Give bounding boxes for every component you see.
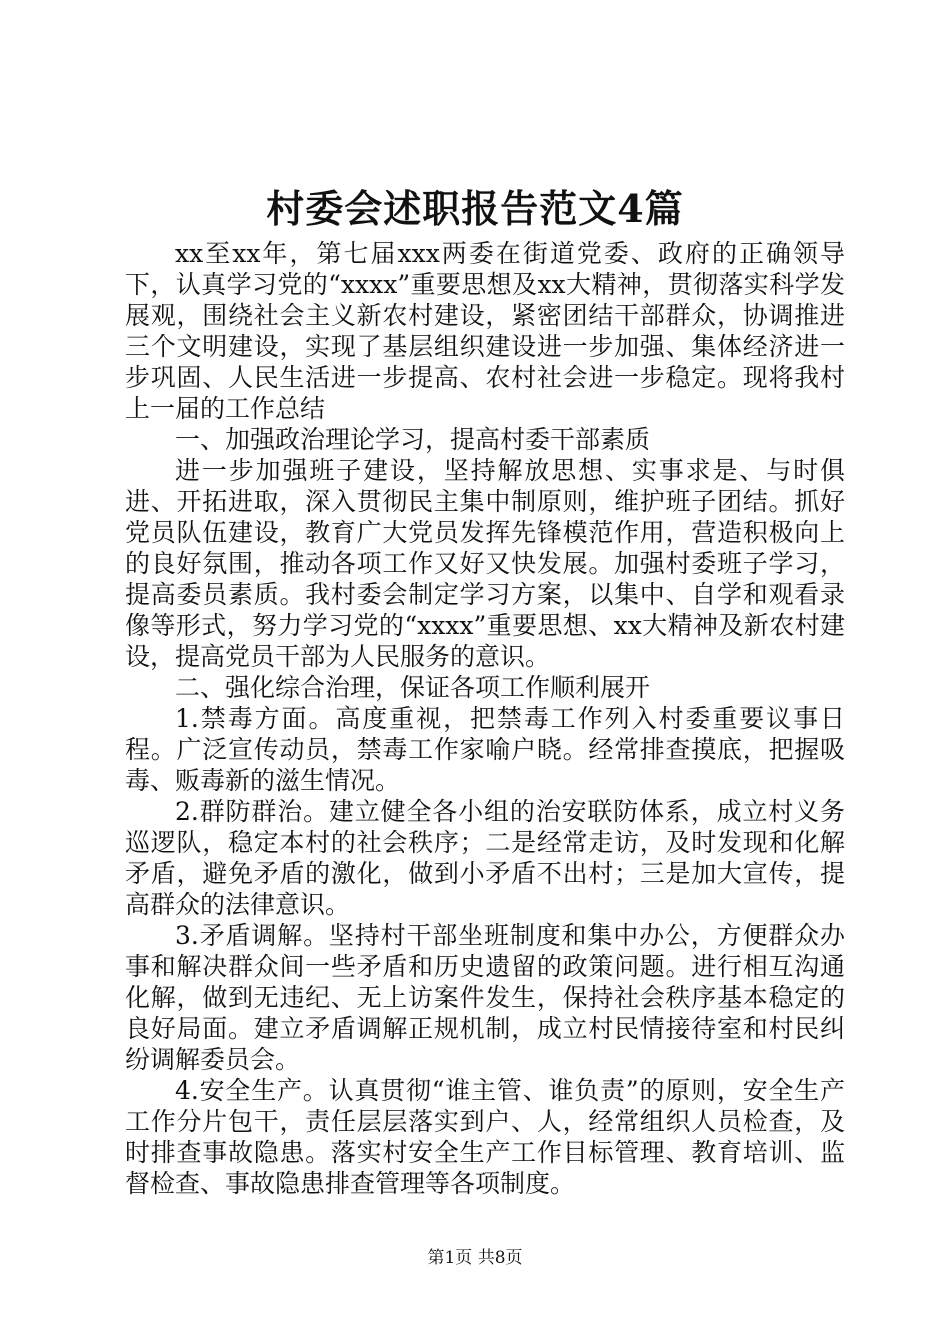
document-body	[125, 238, 845, 1199]
paragraph-intro: xx至xx年，第七届xxx两委在街道党委、政府的正确领导下，认真学习党的“xxxx”重要思想及xx大精神，贯彻落实科学发展观，围绕社会主义新农村建设，紧密团结干部群众，协调推进三个文明建设，实现了基层组织建设进一步加强、集体经济进一步巩固、人民生活进一步提高、农村社会进一步稳定。现将我村上一届的工作总结	[125, 239, 845, 423]
section-heading-1: 一、加强政治理论学习，提高村委干部素质	[175, 425, 651, 454]
page-number-footer: 第1页 共8页	[427, 1248, 523, 1268]
paragraph-item-3: 3.矛盾调解。坚持村干部坐班制度和集中办公，方便群众办事和解决群众间一些矛盾和历史遗留的政策问题。进行相互沟通化解，做到无违纪、无上访案件发生，保持社会秩序基本稳定的良好局面。建立矛盾调解正规机制，成立村民情接待室和村民纠纷调解委员会。	[125, 921, 845, 1074]
paragraph-item-1: 1.禁毒方面。高度重视，把禁毒工作列入村委重要议事日程。广泛宣传动员，禁毒工作家喻户晓。经常排查摸底，把握吸毒、贩毒新的滋生情况。	[125, 704, 845, 795]
document-title: 村委会述职报告范文4篇	[266, 186, 684, 231]
paragraph-item-2: 2.群防群治。建立健全各小组的治安联防体系，成立村义务巡逻队，稳定本村的社会秩序；二是经常走访，及时发现和化解矛盾，避免矛盾的激化，做到小矛盾不出村；三是加大宣传，提高群众的法律意识。	[125, 797, 845, 919]
section-heading-2: 二、强化综合治理，保证各项工作顺利展开	[175, 673, 651, 702]
paragraph-section-1: 进一步加强班子建设，坚持解放思想、实事求是、与时俱进、开拓进取，深入贯彻民主集中制原则，维护班子团结。抓好党员队伍建设，教育广大党员发挥先锋模范作用，营造积极向上的良好氛围，推动各项工作又好又快发展。加强村委班子学习，提高委员素质。我村委会制定学习方案，以集中、自学和观看录像等形式，努力学习党的“xxxx”重要思想、xx大精神及新农村建设，提高党员干部为人民服务的意识。	[125, 456, 845, 671]
paragraph-item-4: 4.安全生产。认真贯彻“谁主管、谁负责”的原则，安全生产工作分片包干，责任层层落实到户、人，经常组织人员检查，及时排查事故隐患。落实村安全生产工作目标管理、教育培训、监督检查、事故隐患排查管理等各项制度。	[125, 1076, 845, 1198]
